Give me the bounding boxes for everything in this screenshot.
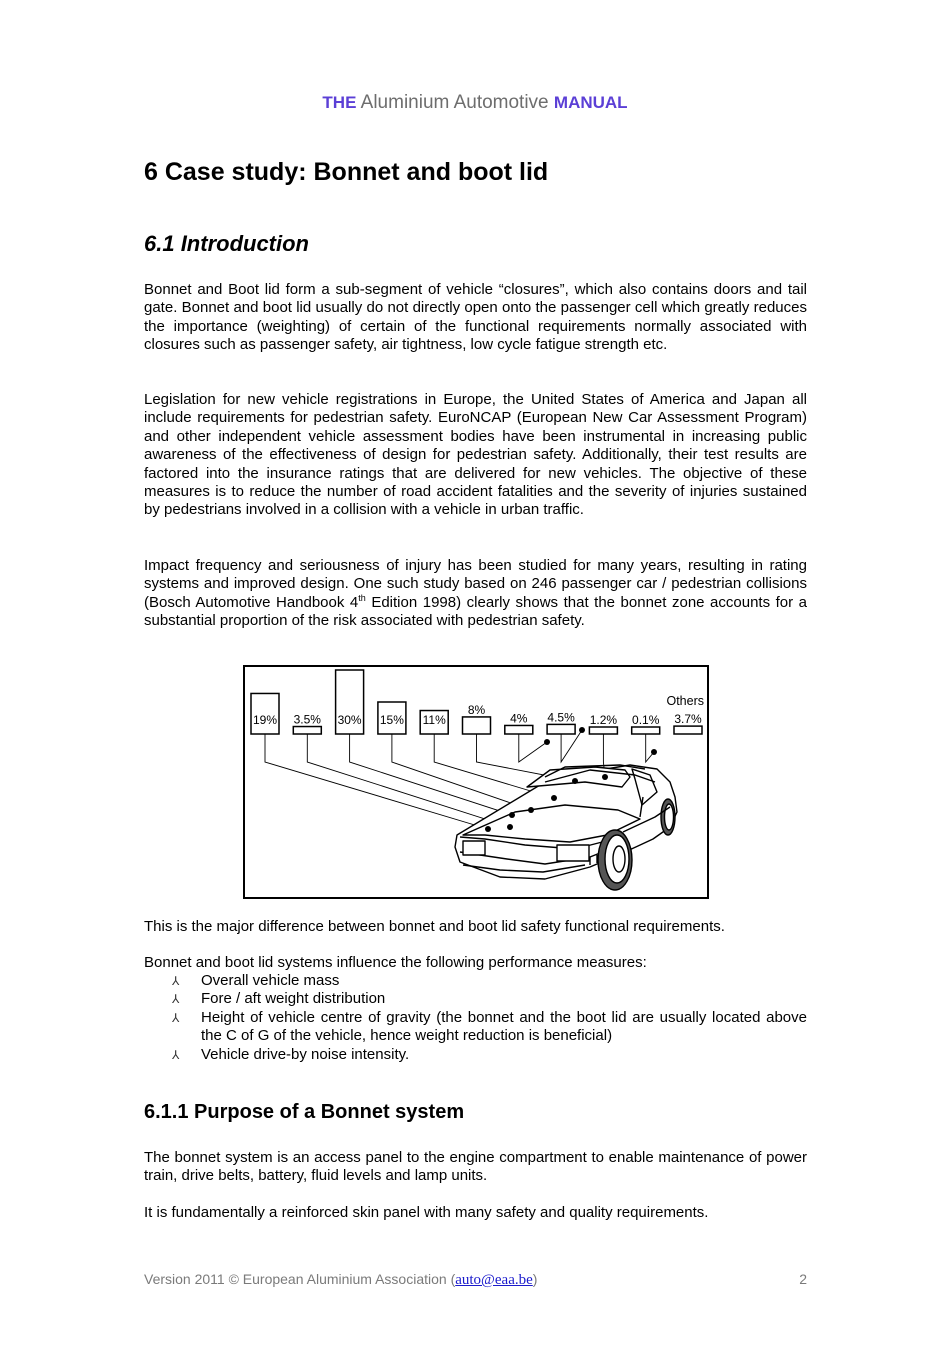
list-item	[172, 972, 807, 990]
impact-share-label: 1.2%	[589, 713, 618, 727]
impact-point	[544, 739, 550, 745]
section-title: 6.1 Introduction	[144, 231, 309, 256]
leader-line	[265, 734, 488, 829]
list-item	[172, 1009, 807, 1046]
list-item	[172, 990, 807, 1008]
impact-share-label: 11%	[422, 713, 446, 727]
impact-share-label: 3.5%	[293, 712, 321, 727]
leader-line	[561, 730, 582, 762]
leader-line	[646, 734, 654, 762]
impact-share-label: 4%	[510, 711, 528, 726]
list-item-text: Vehicle drive-by noise intensity.	[201, 1045, 410, 1063]
impact-box	[547, 724, 575, 734]
impact-point	[485, 826, 491, 832]
paragraph-closures: Bonnet and Boot lid form a sub-segment of vehicle “closures”, which also contains doors and tail gate. Bonnet and boot lid usually do not directly open onto the passenger cell which greatly reduces the importance (weighting) of certain of the functional requirements normally associated with closures such as passenger safety, air tightness, low cycle fatigue strength etc.	[144, 281, 807, 354]
page-number: 2	[799, 1271, 807, 1287]
header-the: THE	[322, 93, 357, 112]
subsection-title: 6.1.1 Purpose of a Bonnet system	[144, 1101, 465, 1123]
list-item	[172, 1046, 807, 1064]
leader-line	[350, 734, 512, 815]
footer-version: Version 2011 © European Aluminium Association (	[144, 1271, 456, 1287]
impact-point	[509, 812, 515, 818]
impact-box	[589, 727, 617, 734]
impact-point	[551, 795, 557, 801]
bullet-icon: ⅄	[172, 1010, 180, 1025]
impact-box	[293, 727, 321, 734]
impact-share-label: 3.7%	[674, 712, 702, 727]
impact-share-label: 4.5%	[547, 710, 575, 725]
bullet-icon: ⅄	[172, 1047, 180, 1062]
email-link[interactable]: auto@eaa.be	[455, 1272, 533, 1288]
chapter-title: 6 Case study: Bonnet and boot lid	[144, 158, 549, 186]
bullet-icon: ⅄	[172, 974, 180, 988]
impact-point	[579, 727, 585, 733]
impact-box	[505, 725, 533, 734]
impact-share-label: 30%	[337, 713, 362, 727]
superscript-th: th	[358, 592, 366, 603]
page-footer	[144, 1271, 807, 1289]
impact-box	[674, 726, 702, 734]
paragraph-legislation: Legislation for new vehicle registrations in Europe, the United States of America and Japan all include requirements for pedestrian safety. EuroNCAP (European New Car Assessment Program) and other independent vehicle assessment bodies have been instrumental in increasing public awareness of the effectiveness of design for pedestrian safety. Additionally, their test results are factored into the insurance ratings that are delivered for new vehicles. The objective of these measures is to reduce the number of road accident fatalities and the severity of injuries sustained by pedestrians involved in a collision with a vehicle in urban traffic.	[144, 391, 807, 519]
header-manual: MANUAL	[553, 93, 628, 112]
leader-line	[307, 734, 510, 827]
impact-point	[602, 774, 608, 780]
leader-line	[519, 734, 547, 762]
impact-box	[632, 727, 660, 734]
paragraph-impact-study	[144, 557, 807, 631]
impact-study-text-a: Impact frequency and seriousness of injury has been studied for many years, resulting in rating systems and improved design. One such study based on 246 passenger car / pedestrian collisions (Bosch Automotive Handbook 4	[144, 557, 807, 611]
car-impact-diagram	[245, 667, 707, 897]
header-title: Aluminium Automotive	[360, 92, 549, 113]
paragraph-reinforced-panel: It is fundamentally a reinforced skin panel with many safety and quality requirements.	[144, 1204, 709, 1221]
list-item-text: Height of vehicle centre of gravity (the bonnet and the boot lid are usually located above the C of G of the vehicle, hence weight reduction is beneficial)	[201, 1008, 807, 1045]
performance-measures-list	[172, 972, 807, 1064]
footer-suffix: )	[532, 1271, 538, 1287]
impact-share-label: 15%	[379, 713, 404, 727]
impact-share-label: 19%	[252, 713, 278, 727]
impact-point	[572, 778, 578, 784]
paragraph-performance-intro: Bonnet and boot lid systems influence the following performance measures:	[144, 954, 647, 971]
impact-point	[651, 749, 657, 755]
impact-point	[507, 824, 513, 830]
impact-study-text-b: Edition 1998) clearly shows that the bonnet zone accounts for a substantial proportion of the risk associated with pedestrian safety.	[144, 593, 808, 630]
impact-box	[463, 717, 491, 734]
list-item-text: Overall vehicle mass	[201, 972, 340, 989]
bullet-icon: ⅄	[172, 992, 180, 1007]
impact-share-label: 8%	[467, 702, 486, 717]
paragraph-bonnet-purpose: The bonnet system is an access panel to the engine compartment to enable maintenance of power train, drive belts, battery, fluid levels and lamp units.	[144, 1149, 807, 1185]
list-item-text: Fore / aft weight distribution	[201, 990, 386, 1008]
impact-share-label: 0.1%	[632, 713, 660, 727]
pedestrian-impact-figure	[243, 665, 709, 899]
others-label: Others	[666, 694, 704, 708]
running-header	[0, 92, 950, 114]
paragraph-major-difference: This is the major difference between bonnet and boot lid safety functional requirements.	[144, 918, 725, 935]
impact-point	[528, 807, 534, 813]
